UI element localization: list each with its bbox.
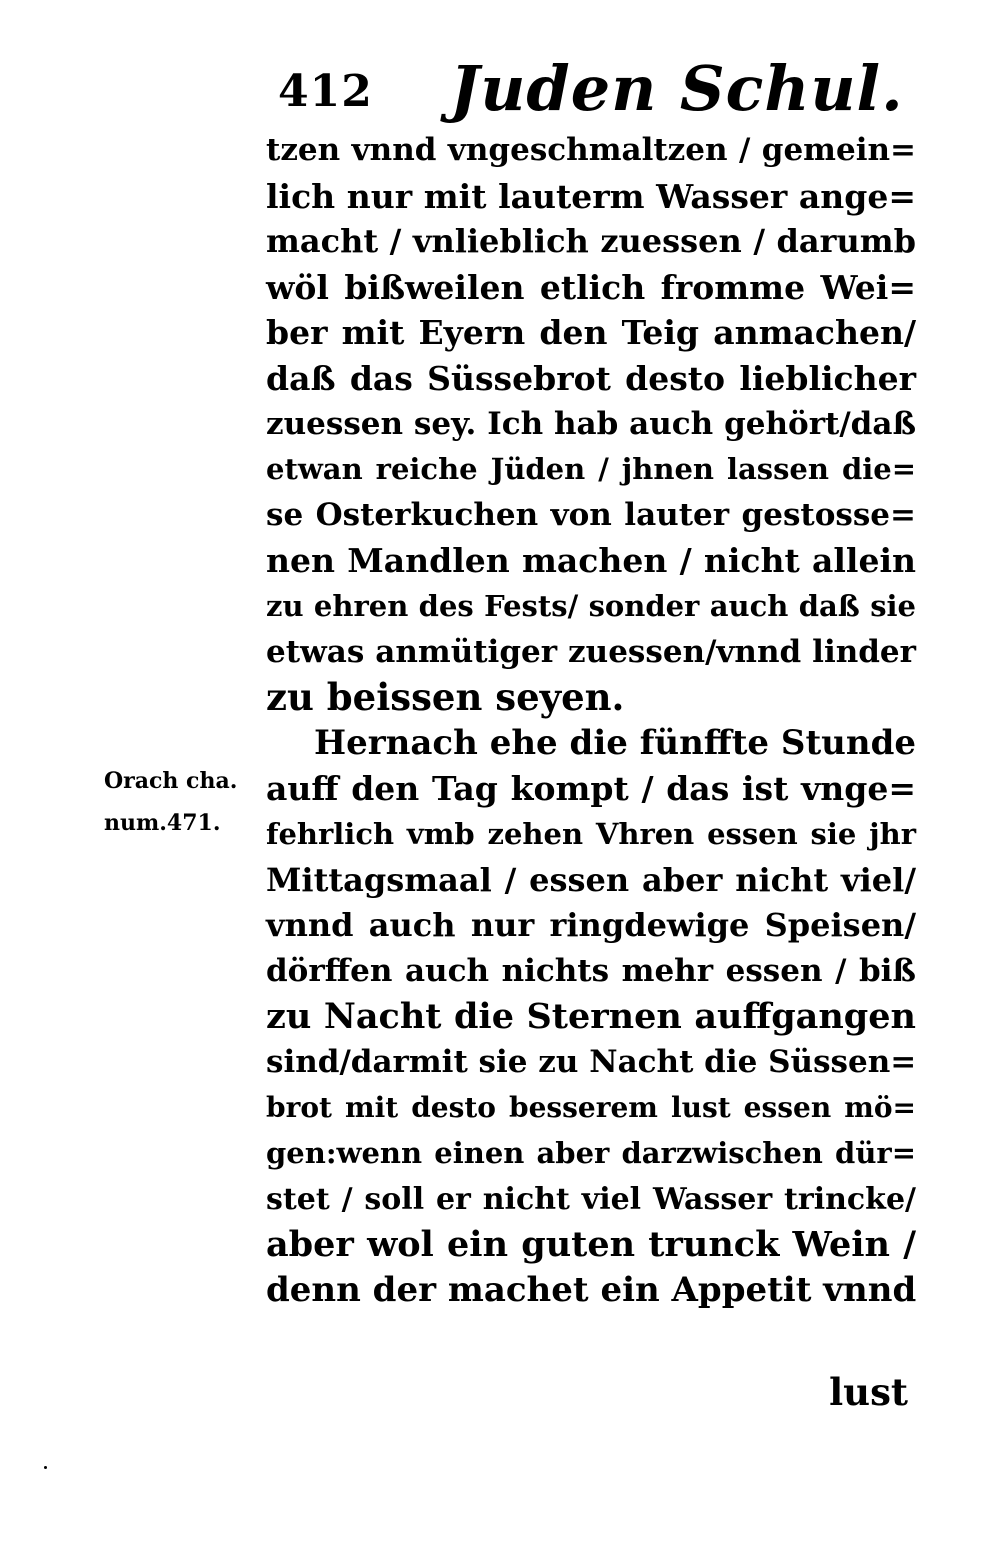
marginal-reference	[104, 760, 264, 844]
text-line: macht / vnlieblich zuessen / darumb	[266, 222, 916, 261]
text-line: Mittagsmaal / essen aber nicht viel/	[266, 860, 916, 899]
marginal-reference-line: num.471.	[104, 810, 221, 836]
text-line: tzen vnnd vngeschmaltzen / gemein=	[266, 132, 916, 168]
paragraph-start-line: Hernach ehe die fünffte Stunde	[314, 722, 916, 763]
text-line: vnnd auch nur ringdewige Speisen/	[266, 906, 916, 945]
marginal-reference-line: Orach cha.	[104, 768, 238, 794]
text-line: nen Mandlen machen / nicht allein	[266, 541, 916, 581]
text-line: aber wol ein guten trunck Wein /	[266, 1224, 916, 1266]
text-line: etwan reiche Jüden / jhnen lassen die=	[266, 452, 916, 487]
text-line: daß das Süssebrot desto lieblicher	[266, 358, 916, 398]
print-speck	[44, 1466, 47, 1469]
running-title: Juden Schul.	[450, 52, 904, 125]
body-text	[266, 128, 916, 1313]
text-line: sind/darmit sie zu Nacht die Süssen=	[266, 1043, 917, 1080]
text-line: ber mit Eyern den Teig anmachen/	[266, 313, 916, 353]
text-line: stet / soll er nicht viel Wasser trincke/	[266, 1181, 916, 1217]
text-line: auff den Tag kompt / das ist vnge=	[266, 769, 916, 809]
text-line: dörffen auch nichts mehr essen / biß	[266, 952, 916, 989]
paragraph-end-line: zu beissen seyen.	[266, 675, 625, 720]
text-line: gen:wenn einen aber darzwischen dür=	[266, 1136, 916, 1171]
text-line: fehrlich vmb zehen Vhren essen sie jhr	[266, 816, 916, 851]
page-header	[270, 52, 910, 125]
text-line: zuessen sey. Ich hab auch gehört/daß	[266, 405, 916, 442]
text-line: zu ehren des Fests/ sonder auch daß sie	[266, 588, 916, 623]
text-line: denn der machet ein Appetit vnnd	[266, 1269, 917, 1310]
text-line: lich nur mit lauterm Wasser ange=	[266, 176, 916, 216]
text-line: etwas anmütiger zuessen/vnnd linder	[266, 633, 916, 670]
text-line: brot mit desto besserem lust essen mö=	[266, 1091, 916, 1125]
catchword: lust	[829, 1370, 908, 1414]
text-line: se Osterkuchen von lauter gestosse=	[266, 496, 916, 533]
page-number: 412	[278, 66, 373, 117]
text-line: zu Nacht die Sternen auffgangen	[266, 996, 916, 1038]
text-line: wöl bißweilen etlich fromme Wei=	[266, 267, 916, 307]
